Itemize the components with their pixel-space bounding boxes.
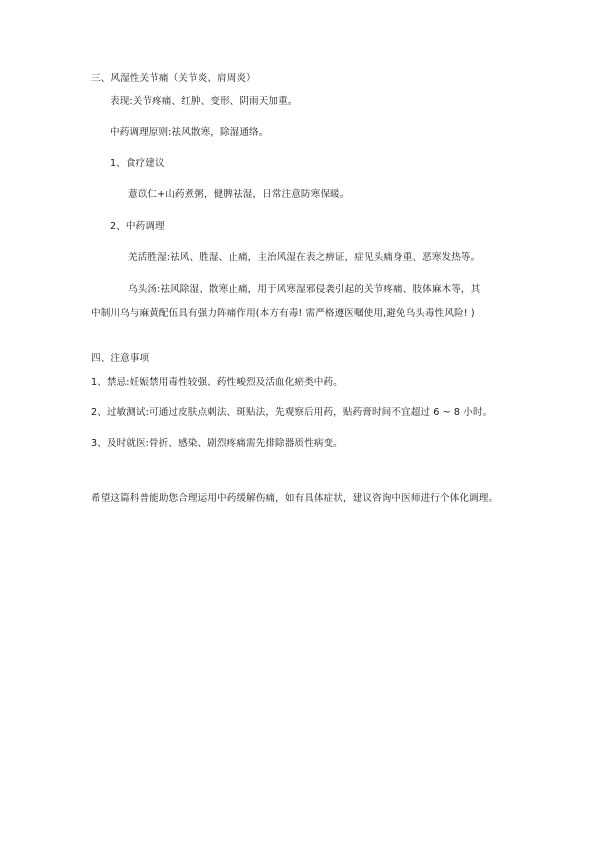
diet-text: 薏苡仁+山药煮粥，健脾祛湿，日常注意防寒保暖。 — [128, 189, 350, 200]
section-4-title: 四、注意事项 — [91, 353, 150, 364]
closing-paragraph: 希望这篇科普能助您合理运用中药缓解伤痛，如有具体症状，建议咨询中医师进行个体化调理。 — [91, 493, 499, 504]
herbal-heading: 2、中药调理 — [110, 221, 165, 232]
manifestation-text: 表现:关节疼痛、红肿、变形、阴雨天加重。 — [110, 96, 298, 107]
note-item-1: 1、禁忌:妊娠禁用毒性较强、药性峻烈及活血化瘀类中药。 — [91, 377, 343, 388]
note-item-2: 2、过敏测试:可通过皮肤点刺法、斑贴法，先观察后用药，贴药膏时间不宜超过 6 ~ 8 小时。 — [91, 407, 493, 418]
diet-heading: 1、食疗建议 — [110, 158, 165, 169]
herbal-item-2-line-2: 中制川乌与麻黄配伍具有强力阵痛作用(本方有毒! 需严格遵医嘱使用,避免乌头毒性风险! ) — [91, 308, 475, 319]
herbal-item-2-line-1: 乌头汤:祛风除湿、散寒止痛，用于风寒湿邪侵袭引起的关节疼痛、肢体麻木等，其 — [128, 284, 481, 295]
treatment-principle-text: 中药调理原则:祛风散寒，除湿通络。 — [110, 127, 269, 138]
section-3-title: 三、风湿性关节痛（关节炎、肩周炎） — [91, 73, 256, 84]
note-item-3: 3、及时就医:骨折、感染、剧烈疼痛需先排除器质性病变。 — [91, 438, 343, 449]
herbal-item-1: 羌活胜湿:祛风、胜湿、止痛，主治风湿在表之痹证，症见头痛身重、恶寒发热等。 — [128, 252, 481, 263]
